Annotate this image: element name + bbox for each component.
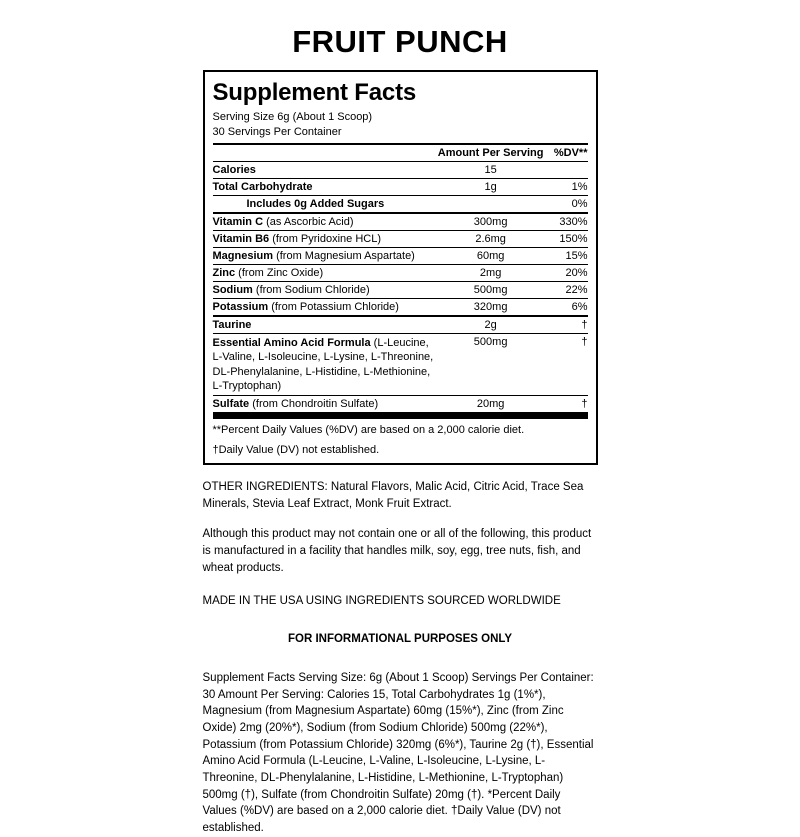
row-source: (from Magnesium Aspartate) [273, 250, 415, 263]
supplement-label-page [0, 24, 800, 834]
table-row [213, 231, 588, 248]
footnote-daily-value: **Percent Daily Values (%DV) are based on a 2,000 calorie diet. [212, 424, 525, 437]
row-amount: 2g [438, 316, 544, 334]
header-blank [213, 145, 438, 162]
row-name: Vitamin C [212, 216, 264, 229]
row-name: Vitamin B6 [212, 233, 270, 246]
table-row [213, 162, 588, 179]
row-amount: 1g [438, 179, 544, 196]
table-row [213, 282, 588, 299]
header-dv: %DV** [544, 145, 588, 162]
row-dv [544, 162, 588, 179]
row-name: Includes 0g Added Sugars [246, 198, 385, 211]
supplement-facts-panel [203, 70, 598, 465]
row-name: Potassium [212, 301, 269, 314]
row-dv: 15% [544, 248, 588, 265]
informational-purposes-notice: FOR INFORMATIONAL PURPOSES ONLY [287, 633, 513, 646]
row-amount: 500mg [438, 282, 544, 299]
row-source: (from Potassium Chloride) [268, 301, 399, 314]
row-dv: 6% [544, 299, 588, 317]
row-amount [438, 196, 544, 214]
row-dv: † [544, 396, 588, 416]
table-row [213, 179, 588, 196]
row-name: Calories [212, 164, 256, 177]
row-amount: 300mg [438, 213, 544, 231]
row-dv: 150% [544, 231, 588, 248]
row-name: Total Carbohydrate [212, 181, 313, 194]
row-amount: 20mg [438, 396, 544, 416]
row-dv: 1% [544, 179, 588, 196]
row-amount: 15 [438, 162, 544, 179]
nutrition-table [213, 145, 588, 419]
row-source: (L-Leucine, L-Valine, L-Isoleucine, L-Lysine, L-Threonine, DL-Phenylalanine, L-Histidine, L-Methionine, L-Tryptophan) [212, 337, 434, 392]
row-amount: 320mg [438, 299, 544, 317]
row-name: Magnesium [212, 250, 274, 263]
table-header-row [213, 145, 588, 162]
row-source: (from Chondroitin Sulfate) [249, 398, 379, 411]
row-name: Essential Amino Acid Formula [212, 337, 371, 350]
label-body-text [203, 479, 598, 836]
table-row [213, 196, 588, 214]
row-dv: 0% [544, 196, 588, 214]
table-row [213, 316, 588, 334]
row-dv: 20% [544, 265, 588, 282]
servings-per-container: 30 Servings Per Container [213, 125, 588, 145]
row-amount: 2mg [438, 265, 544, 282]
table-row [213, 265, 588, 282]
table-row [213, 299, 588, 317]
row-name: Sodium [212, 284, 253, 297]
row-amount: 60mg [438, 248, 544, 265]
row-source: (from Zinc Oxide) [235, 267, 324, 280]
serving-size: Serving Size 6g (About 1 Scoop) [212, 111, 373, 124]
row-amount: 500mg [438, 334, 544, 396]
header-amount: Amount Per Serving [438, 145, 544, 162]
panel-title: Supplement Facts [212, 79, 417, 106]
row-amount: 2.6mg [438, 231, 544, 248]
other-ingredients: OTHER INGREDIENTS: Natural Flavors, Malic Acid, Citric Acid, Trace Sea Minerals, Stevia Leaf Extract, Monk Fruit Extract. [202, 481, 584, 510]
row-name: Taurine [212, 319, 252, 332]
row-source: (from Sodium Chloride) [252, 284, 370, 297]
row-name: Sulfate [212, 398, 250, 411]
row-dv: 330% [544, 213, 588, 231]
row-dv: † [544, 334, 588, 396]
footnote-dagger: †Daily Value (DV) not established. [212, 444, 380, 457]
table-row [213, 213, 588, 231]
row-dv: † [544, 316, 588, 334]
row-source: (from Pyridoxine HCL) [269, 233, 382, 246]
allergen-statement: Although this product may not contain one or all of the following, this product is manufactured in a facility that handles milk, soy, egg, tree nuts, fish, and wheat products. [202, 528, 592, 574]
table-row [213, 334, 588, 396]
row-name: Zinc [212, 267, 236, 280]
supplement-facts-summary: Supplement Facts Serving Size: 6g (About 1 Scoop) Servings Per Container: 30 Amount Per Serving: Calories 15, Total Carbohydrates 1g (1%*), Magnesium (from Magnesium Aspartate) 60mg (15%*), Zinc (from Zinc Oxide) 2mg (20%*), Sodium (from Sodium Chloride) 500mg (22%*), Potassium (from Potassium Chloride) 320mg (6%*), Taurine 2g (†), Essential Amino Acid Formula (L-Leucine, L-Valine, L-Isoleucine, L-Lysine, L-Threonine, DL-Phenylalanine, L-Histidine, L-Methionine, L-Tryptophan) 500mg (†), Sulfate (from Chondroitin Sulfate) 20mg (†). *Percent Daily Values (%DV) are based on a 2,000 calorie diet. †Daily Value (DV) not established. [202, 671, 594, 834]
row-source: (as Ascorbic Acid) [263, 216, 354, 229]
page-title: FRUIT PUNCH [292, 24, 508, 59]
made-in-usa-statement: MADE IN THE USA USING INGREDIENTS SOURCED WORLDWIDE [202, 594, 561, 607]
table-row [213, 396, 588, 416]
table-row [213, 248, 588, 265]
row-dv: 22% [544, 282, 588, 299]
